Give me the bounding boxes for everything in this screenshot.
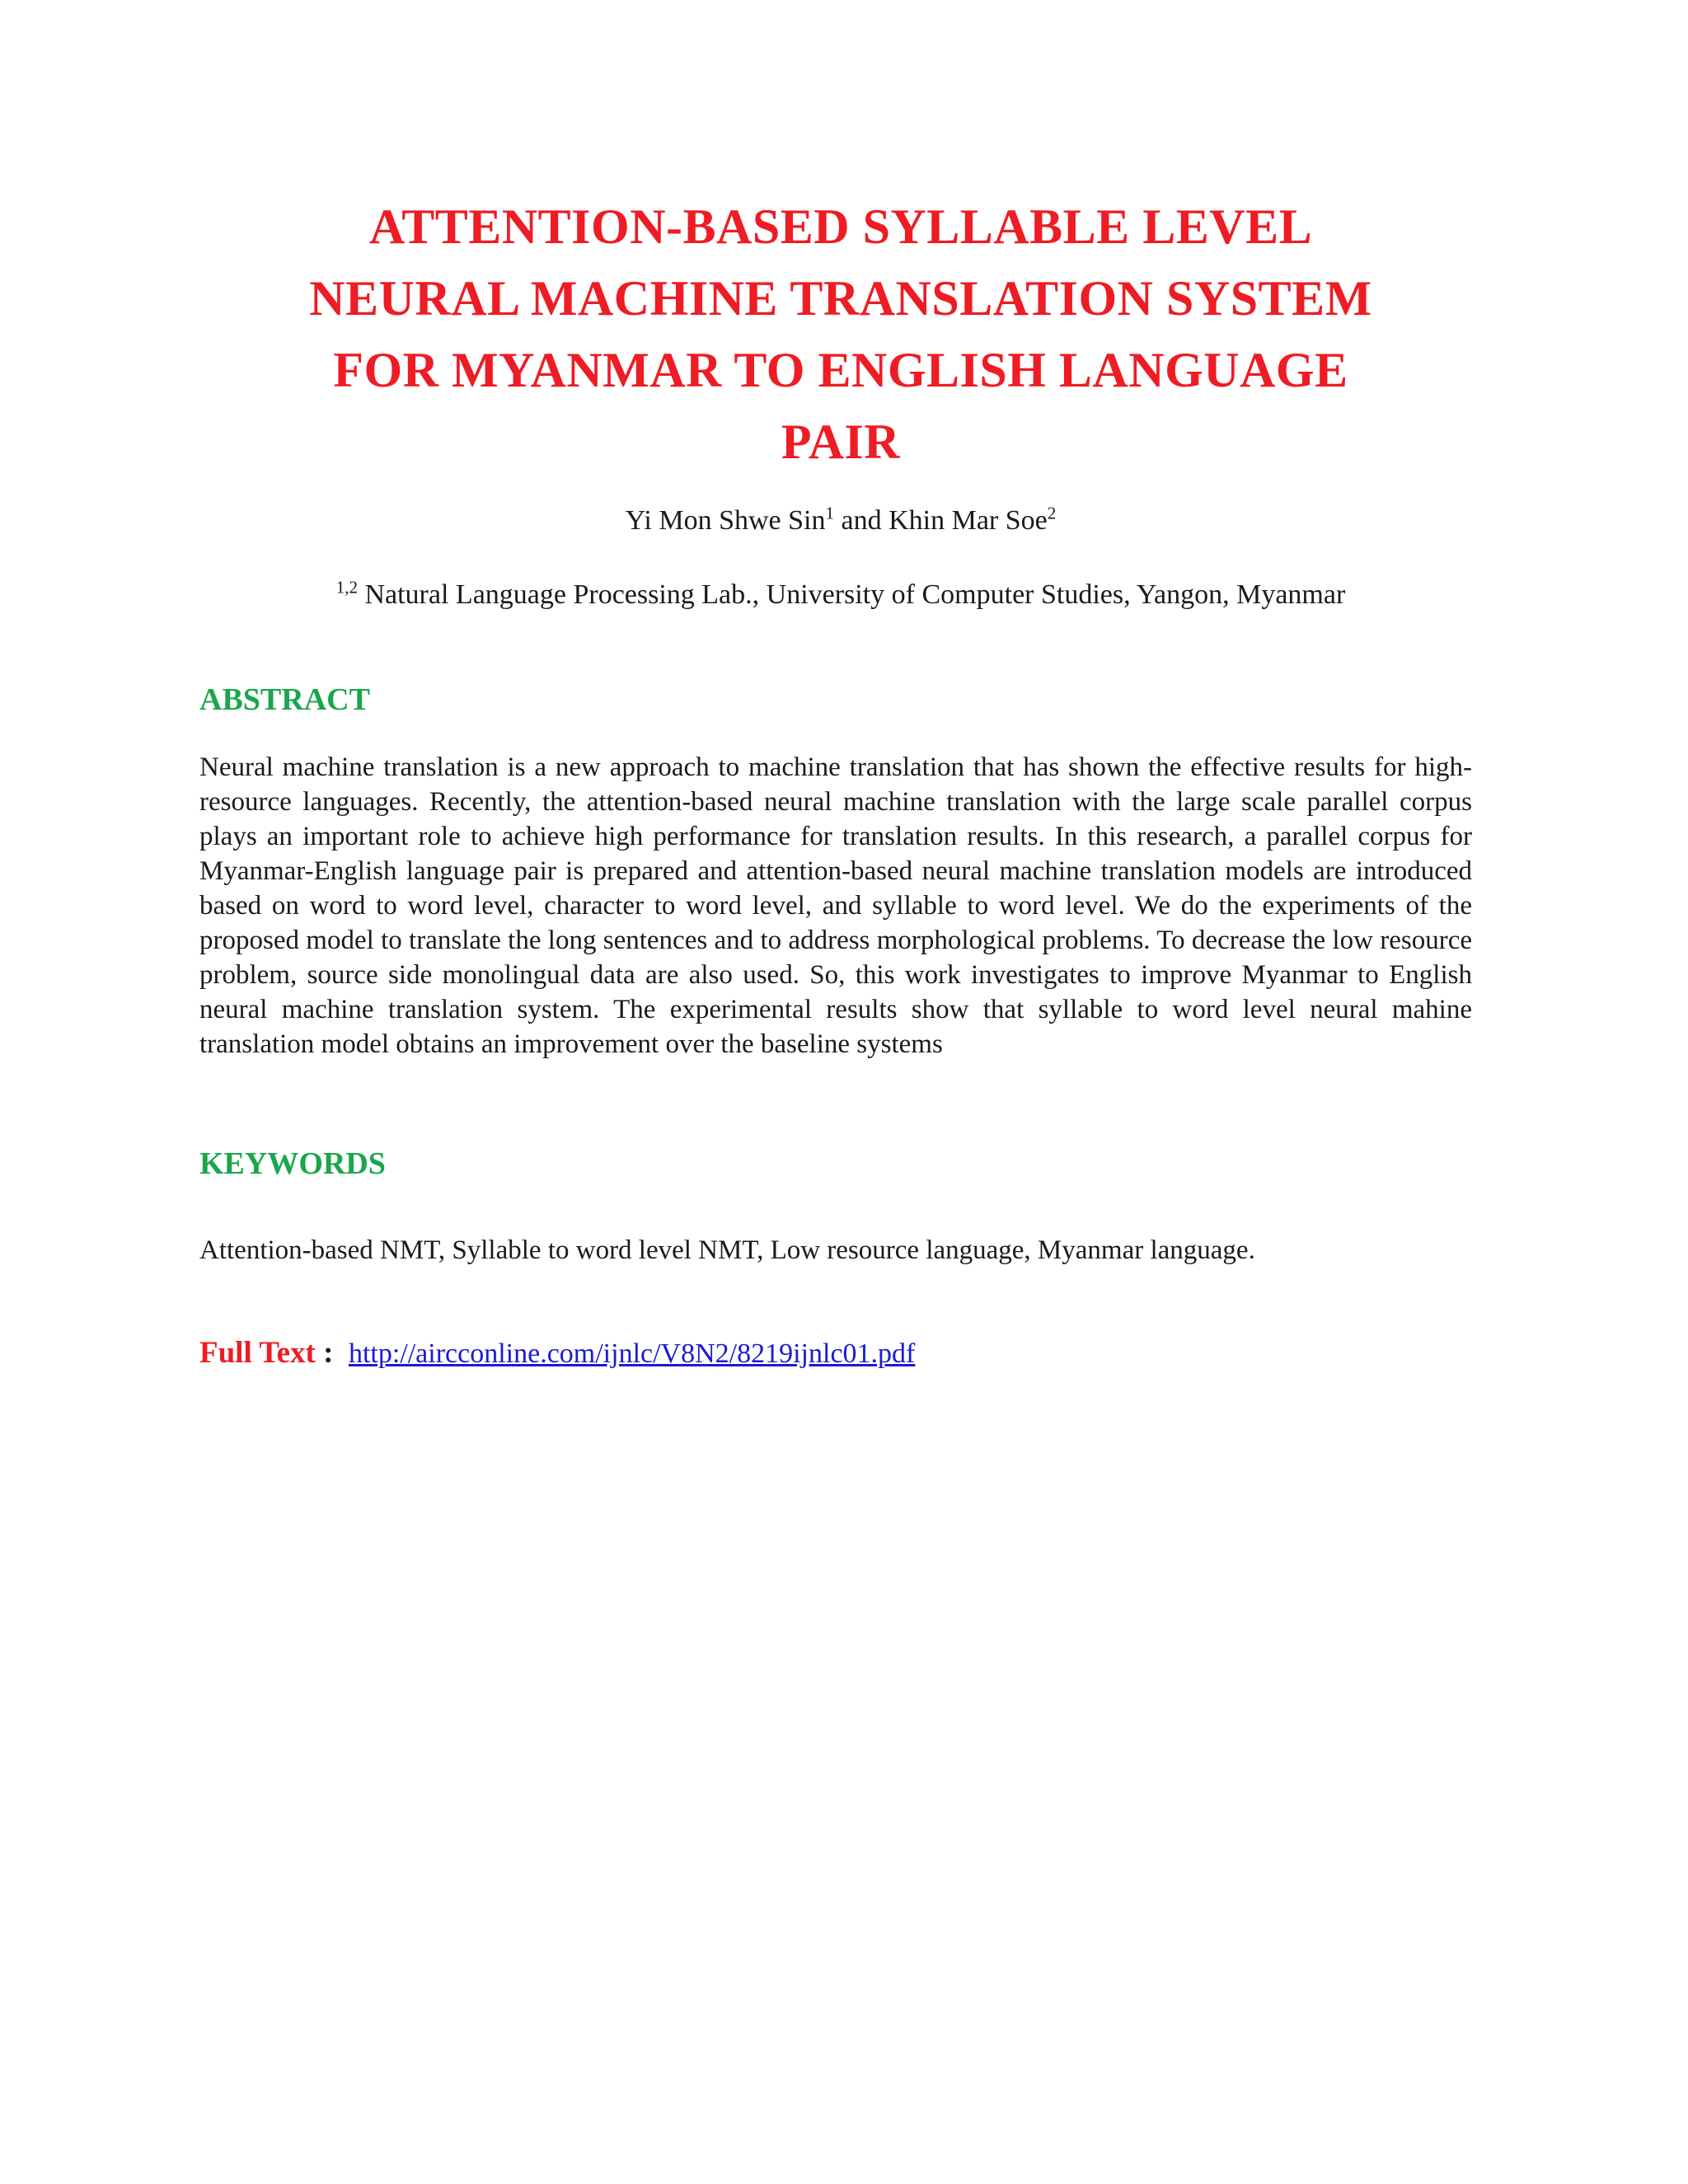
author-1-name: Yi Mon Shwe Sin bbox=[625, 505, 826, 536]
full-text-colon: : bbox=[315, 1336, 334, 1370]
title-line-4: PAIR bbox=[781, 415, 901, 469]
full-text-link[interactable]: http://aircconline.com/ijnlc/V8N2/8219ijnlc01.pdf bbox=[348, 1338, 916, 1369]
affiliation-text: Natural Language Processing Lab., University of Computer Studies, Yangon, Myanmar bbox=[357, 579, 1346, 610]
paper-title bbox=[165, 191, 1517, 478]
author-2-name: Khin Mar Soe bbox=[889, 505, 1048, 536]
author-2-affiliation-mark: 2 bbox=[1047, 503, 1057, 523]
title-line-2: NEURAL MACHINE TRANSLATION SYSTEM bbox=[309, 271, 1372, 326]
keywords-text: Attention-based NMT, Syllable to word level NMT, Low resource language, Myanmar language. bbox=[199, 1235, 1255, 1265]
full-text-line bbox=[199, 1335, 915, 1372]
title-line-3: FOR MYANMAR TO ENGLISH LANGUAGE bbox=[333, 343, 1348, 397]
full-text-label: Full Text bbox=[199, 1336, 316, 1370]
affiliation-mark: 1,2 bbox=[335, 577, 358, 598]
abstract-heading: ABSTRACT bbox=[199, 682, 370, 717]
title-line-1: ATTENTION-BASED SYLLABLE LEVEL bbox=[368, 199, 1313, 254]
keywords-heading: KEYWORDS bbox=[199, 1146, 386, 1181]
author-1-affiliation-mark: 1 bbox=[825, 503, 834, 523]
affiliation-line bbox=[165, 577, 1517, 613]
authors-line bbox=[165, 503, 1517, 539]
abstract-text: Neural machine translation is a new approach to machine translation that has shown the effective results for high-resource languages. Recently, the attention-based neural machine translation with the large scale parallel corpus plays an important role to achieve high performance for translation results. In this research, a parallel corpus for Myanmar-English language pair is prepared and attention-based neural machine translation models are introduced based on word to word level, character to word level, and syllable to word level. We do the experiments of the proposed model to translate the long sentences and to address morphological problems. To decrease the low resource problem, source side monolingual data are also used. So, this work investigates to improve Myanmar to English neural machine translation system. The experimental results show that syllable to word level neural mahine translation model obtains an improvement over the baseline systems bbox=[199, 752, 1472, 1059]
author-conjunction: and bbox=[834, 505, 889, 536]
